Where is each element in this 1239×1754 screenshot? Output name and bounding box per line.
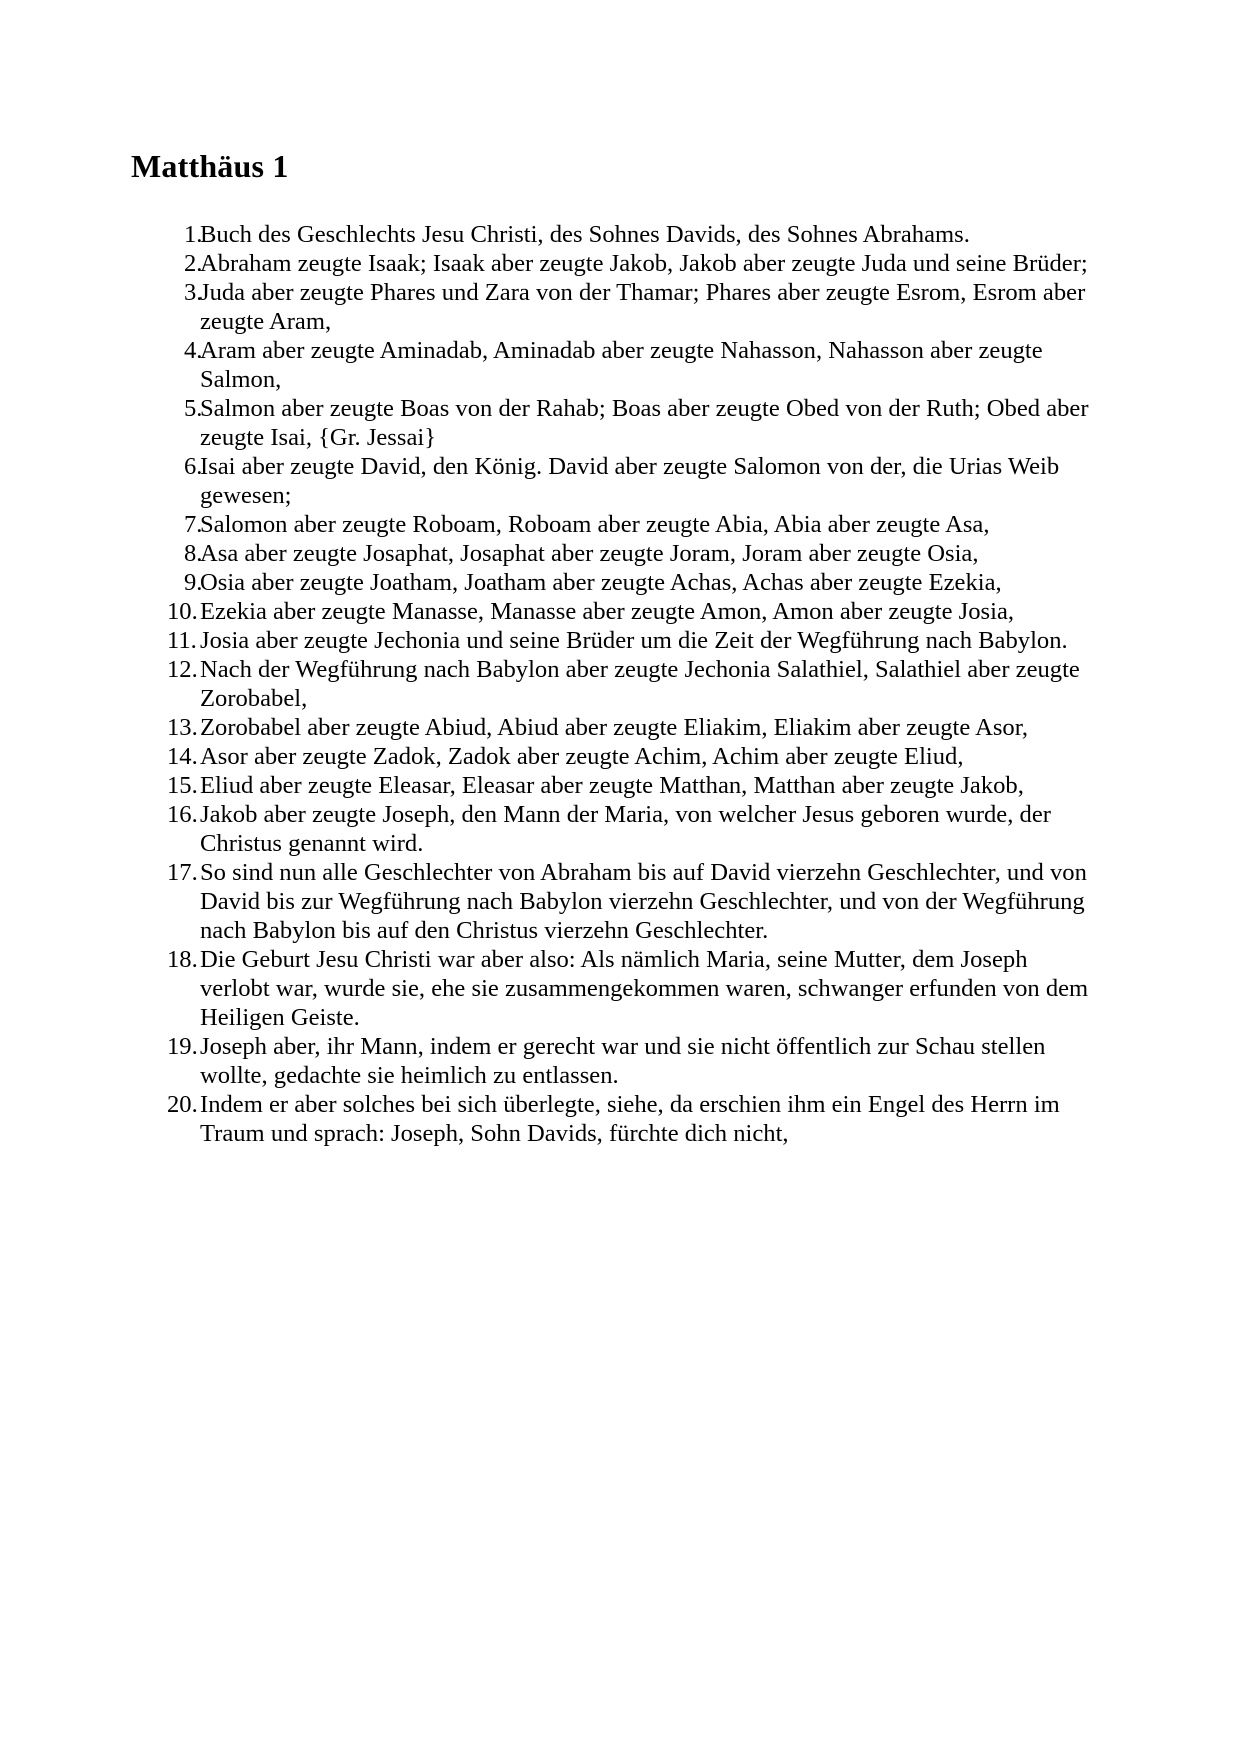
- verse-item: [0, 539, 1100, 568]
- verse-text: Abraham zeugte Isaak; Isaak aber zeugte Jakob, Jakob aber zeugte Juda und seine Brüder;: [200, 250, 1088, 277]
- verse-number: 9.: [184, 569, 203, 596]
- verse-text: Indem er aber solches bei sich überlegte, siehe, da erschien ihm ein Engel des Herrn im Traum und sprach: Joseph, Sohn Davids, fürchte dich nicht,: [200, 1091, 1060, 1147]
- verse-text: Die Geburt Jesu Christi war aber also: Als nämlich Maria, seine Mutter, dem Joseph verlobt war, wurde sie, ehe sie zusammengekommen waren, schwanger erfunden von dem Heiligen Geiste.: [200, 946, 1089, 1031]
- verse-item: [0, 336, 1100, 394]
- verse-text: So sind nun alle Geschlechter von Abraham bis auf David vierzehn Geschlechter, und von David bis zur Wegführung nach Babylon vierzehn Geschlechter, und von der Wegführung nach Babylon bis auf den Christus vierzehn Geschlechter.: [200, 859, 1087, 944]
- verse-item: [0, 626, 1100, 655]
- verse-item: [0, 742, 1100, 771]
- verse-number: 14.: [167, 743, 198, 770]
- verse-item: [0, 1032, 1100, 1090]
- verse-number: 2.: [184, 250, 203, 277]
- verse-text: Aram aber zeugte Aminadab, Aminadab aber zeugte Nahasson, Nahasson aber zeugte Salmon,: [200, 337, 1043, 393]
- verse-item: [0, 1090, 1100, 1148]
- verse-number: 3.: [184, 279, 203, 306]
- verse-list: [0, 220, 1239, 1148]
- verse-item: [0, 597, 1100, 626]
- verse-text: Eliud aber zeugte Eleasar, Eleasar aber zeugte Matthan, Matthan aber zeugte Jakob,: [200, 772, 1024, 799]
- verse-text: Isai aber zeugte David, den König. David aber zeugte Salomon von der, die Urias Weib gewesen;: [200, 453, 1060, 509]
- verse-item: [0, 655, 1100, 713]
- verse-item: [0, 278, 1100, 336]
- verse-text: Zorobabel aber zeugte Abiud, Abiud aber zeugte Eliakim, Eliakim aber zeugte Asor,: [200, 714, 1029, 741]
- verse-item: [0, 771, 1100, 800]
- verse-text: Nach der Wegführung nach Babylon aber zeugte Jechonia Salathiel, Salathiel aber zeugte Zorobabel,: [200, 656, 1080, 712]
- verse-item: [0, 713, 1100, 742]
- verse-number: 8.: [184, 540, 203, 567]
- verse-text: Juda aber zeugte Phares und Zara von der Thamar; Phares aber zeugte Esrom, Esrom aber zeugte Aram,: [200, 279, 1086, 335]
- verse-text: Buch des Geschlechts Jesu Christi, des Sohnes Davids, des Sohnes Abrahams.: [200, 221, 970, 248]
- verse-item: [0, 945, 1100, 1032]
- verse-number: 10.: [167, 598, 198, 625]
- verse-item: [0, 800, 1100, 858]
- verse-text: Asa aber zeugte Josaphat, Josaphat aber zeugte Joram, Joram aber zeugte Osia,: [200, 540, 979, 567]
- verse-text: Osia aber zeugte Joatham, Joatham aber zeugte Achas, Achas aber zeugte Ezekia,: [200, 569, 1002, 596]
- verse-number: 18.: [167, 946, 198, 973]
- verse-number: 1.: [184, 221, 203, 248]
- verse-item: [0, 452, 1100, 510]
- verse-text: Jakob aber zeugte Joseph, den Mann der Maria, von welcher Jesus geboren wurde, der Christus genannt wird.: [200, 801, 1051, 857]
- verse-item: [0, 858, 1100, 945]
- verse-number: 6.: [184, 453, 203, 480]
- verse-number: 13.: [167, 714, 198, 741]
- verse-number: 12.: [167, 656, 198, 683]
- verse-number: 7.: [184, 511, 203, 538]
- verse-item: [0, 220, 1100, 249]
- verse-text: Asor aber zeugte Zadok, Zadok aber zeugte Achim, Achim aber zeugte Eliud,: [200, 743, 964, 770]
- verse-number: 19.: [167, 1033, 198, 1060]
- verse-number: 11.: [167, 627, 197, 654]
- verse-number: 20.: [167, 1091, 198, 1118]
- chapter-title: Matthäus 1: [131, 148, 289, 184]
- verse-number: 5.: [184, 395, 203, 422]
- verse-number: 15.: [167, 772, 198, 799]
- verse-item: [0, 249, 1100, 278]
- verse-text: Salmon aber zeugte Boas von der Rahab; Boas aber zeugte Obed von der Ruth; Obed aber zeugte Isai, {Gr. Jessai}: [200, 395, 1089, 451]
- verse-number: 16.: [167, 801, 198, 828]
- verse-text: Josia aber zeugte Jechonia und seine Brüder um die Zeit der Wegführung nach Babylon.: [200, 627, 1068, 654]
- verse-item: [0, 510, 1100, 539]
- verse-number: 17.: [167, 859, 198, 886]
- verse-number: 4.: [184, 337, 203, 364]
- verse-item: [0, 394, 1100, 452]
- verse-text: Joseph aber, ihr Mann, indem er gerecht war und sie nicht öffentlich zur Schau stellen wollte, gedachte sie heimlich zu entlassen.: [200, 1033, 1046, 1089]
- verse-text: Salomon aber zeugte Roboam, Roboam aber zeugte Abia, Abia aber zeugte Asa,: [200, 511, 990, 538]
- verse-text: Ezekia aber zeugte Manasse, Manasse aber zeugte Amon, Amon aber zeugte Josia,: [200, 598, 1015, 625]
- verse-item: [0, 568, 1100, 597]
